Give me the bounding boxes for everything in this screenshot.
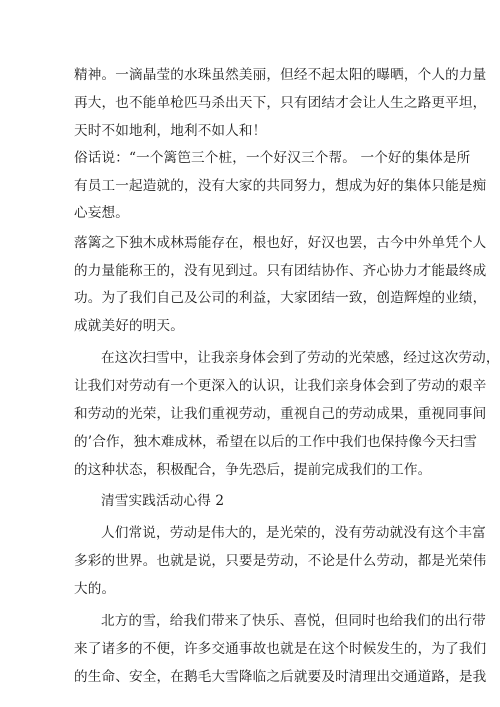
text-line: 精神。一滴晶莹的水珠虽然美丽，但经不起太阳的曝晒，个人的力量 [74, 67, 487, 83]
text-line: 人们常说，劳动是伟大的，是光荣的，没有劳动就没有这个丰富 [101, 525, 486, 541]
text-line: 有员工一起造就的，没有大家的共同努力，想成为好的集体只能是痴 [74, 178, 487, 194]
text-line: 天时不如地利，地利不如人和！ [74, 123, 267, 139]
text-line: 让我们对劳动有一个更深入的认识，让我们亲身体会到了劳动的艰辛 [74, 378, 487, 394]
text-line: 再大，也不能单枪匹马杀出天下，只有团结才会让人生之路更平坦， [74, 95, 487, 111]
text-line: 大的。 [74, 581, 116, 597]
text-line: 在这次扫雪中，让我亲身体会到了劳动的光荣感，经过这次劳动， [101, 350, 500, 366]
section-heading: 清雪实践活动心得 2 [101, 493, 225, 509]
text-line: 俗话说：“一个篱笆三个桩，一个好汉三个帮。 一个好的集体是所 [74, 150, 471, 166]
text-line: 功。为了我们自己及公司的利益，大家团结一致，创造辉煌的业绩， [74, 290, 487, 306]
text-line: 落篱之下独木成林焉能存在，根也好，好汉也罢，古今中外单凭个人 [74, 235, 487, 251]
text-line: 的这种状态，积极配合，争先恐后，提前完成我们的工作。 [74, 462, 432, 478]
text-line: 的’合作，独木难成林，希望在以后的工作中我们也保持像今天扫雪 [74, 434, 478, 450]
text-line: 的力量能称王的，没有见到过。只有团结协作、齐心协力才能最终成 [74, 263, 487, 279]
text-line: 北方的雪，给我们带来了快乐、喜悦，但同时也给我们的出行带 [101, 613, 486, 629]
text-line: 和劳动的光荣，让我们重视劳动，重视自己的劳动成果，重视同事间 [74, 406, 487, 422]
text-line: 成就美好的明天。 [74, 318, 184, 334]
text-line: 的生命、安全，在鹅毛大雪降临之后就要及时清理出交通道路，是我 [74, 669, 487, 685]
text-line: 多彩的世界。也就是说，只要是劳动，不论是什么劳动，都是光荣伟 [74, 553, 487, 569]
text-line: 心妄想。 [74, 205, 129, 221]
text-line: 来了诸多的不便，许多交通事故也就是在这个时候发生的，为了我们 [74, 641, 487, 657]
